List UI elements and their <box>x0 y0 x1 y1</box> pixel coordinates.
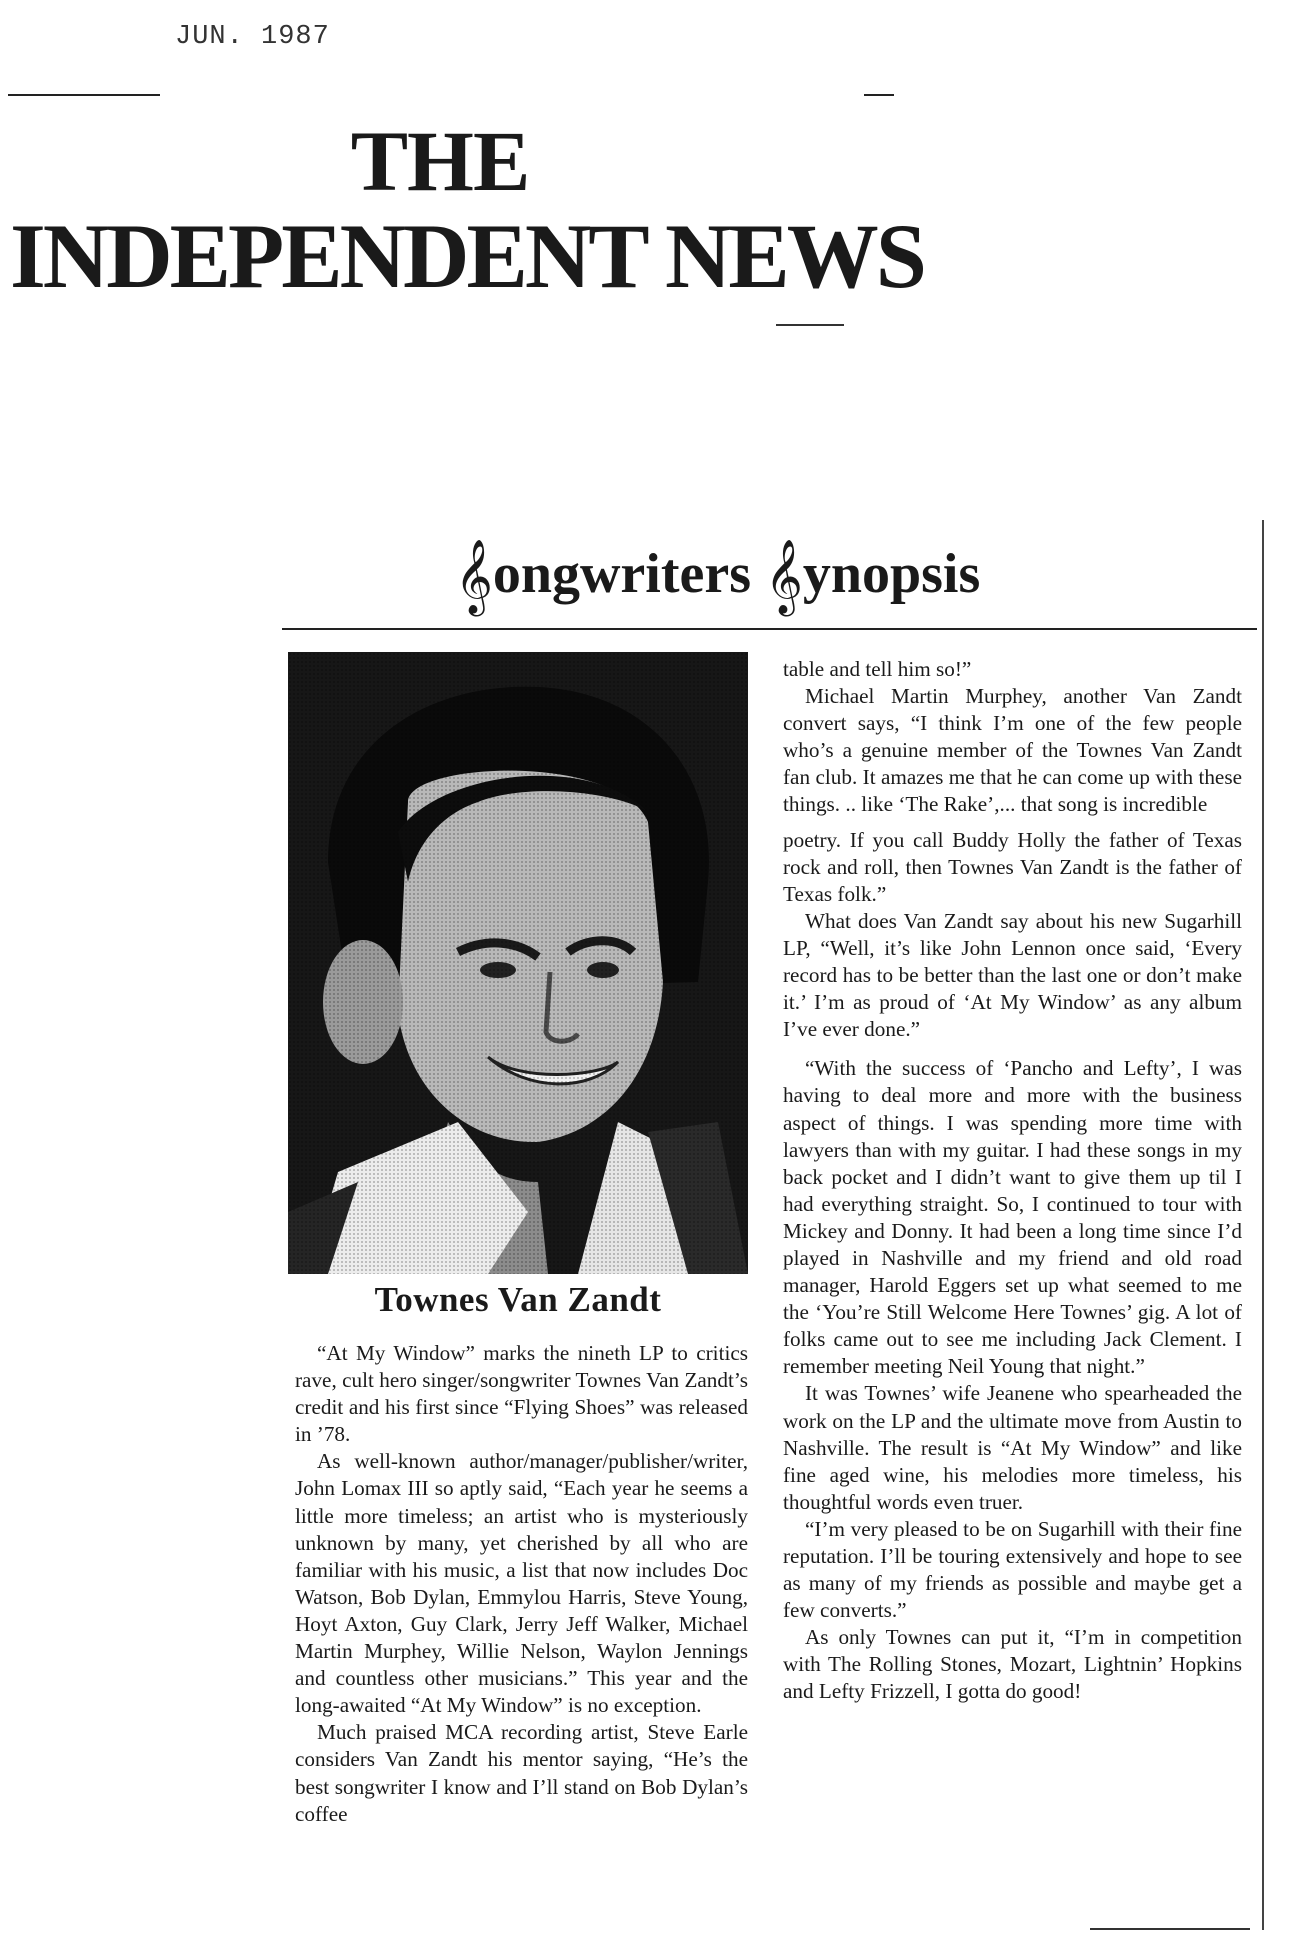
masthead-dash <box>776 324 844 326</box>
masthead <box>10 113 924 307</box>
photo-caption: Townes Van Zandt <box>374 1280 662 1319</box>
section-heading <box>455 540 980 614</box>
publication-date: JUN. 1987 <box>175 22 330 52</box>
masthead-rule-left <box>8 94 160 96</box>
article-paragraph: Michael Martin Murphey, another Van Zandt convert says, “I think I’m one of the few people who’s a genuine member of the Townes Van Zandt fan club. It amazes me that he can come up with these things. .. like ‘The Rake’,... that song is incredible <box>783 684 1242 817</box>
article-paragraph: As well-known author/manager/publisher/writer, John Lomax III so aptly said, “Each year he seems a little more timeless; an artist who is mysteriously unknown by many, yet cherished by all who are familiar with his music, a list that now includes Doc Watson, Bob Dylan, Emmylou Harris, Steve Young, Hoyt Axton, Guy Clark, Jerry Jeff Walker, Michael Martin Murphey, Willie Nelson, Waylon Jennings and countless other musicians.” This year and the long-awaited “At My Window” is no exception. <box>295 1449 748 1718</box>
treble-clef-icon: 𝄞 <box>455 541 493 612</box>
article-paragraph: It was Townes’ wife Jeanene who spearheaded the work on the LP and the ultimate move from Austin to Nashville. The result is “At My Window” and like fine aged wine, his melodies more timeless, his thoughtful words even truer. <box>783 1381 1242 1514</box>
article-paragraph: What does Van Zandt say about his new Sugarhill LP, “Well, it’s like John Lennon once said, ‘Every record has to be better than the last one or don’t make it.’ I’m as proud of ‘At My Window’ as any album I’ve ever done.” <box>783 908 1242 1042</box>
section-heading-word-2: ynopsis <box>802 543 981 605</box>
article-paragraph-continued: table and tell him so!” <box>783 657 972 681</box>
masthead-line-1: THE <box>350 113 530 209</box>
article-paragraph: As only Townes can put it, “I’m in competition with The Rolling Stones, Mozart, Lightnin’ Hopkins and Lefty Frizzell, I gotta do good! <box>783 1625 1242 1704</box>
paragraph-gap <box>783 1043 1242 1055</box>
article-paragraph: Much praised MCA recording artist, Steve Earle considers Van Zandt his mentor saying, “He’s the best songwriter I know and I’ll stand on Bob Dylan’s coffee <box>295 1720 748 1826</box>
article-paragraph-continued: poetry. If you call Buddy Holly the father of Texas rock and roll, then Townes Van Zandt is the father of Texas folk.” <box>783 827 1242 906</box>
article-column-2 <box>783 656 1242 1706</box>
article-column-1 <box>295 1340 748 1828</box>
masthead-line-2: INDEPENDENT NEWS <box>10 205 924 307</box>
portrait-photo <box>288 652 748 1274</box>
right-margin-rule <box>1262 520 1264 1930</box>
article-paragraph: “I’m very pleased to be on Sugarhill with their fine reputation. I’ll be touring extensively and hope to see as many of my friends as possible and maybe get a few converts.” <box>783 1516 1242 1623</box>
section-rule <box>282 628 1257 630</box>
treble-clef-icon: 𝄞 <box>764 541 803 612</box>
end-rule <box>1090 1928 1250 1930</box>
article-paragraph: “At My Window” marks the nineth LP to critics rave, cult hero singer/songwriter Townes Van Zandt’s credit and his first since “Flying Shoes” was released in ’78. <box>295 1341 748 1447</box>
section-heading-word-1: ongwriters <box>492 543 751 605</box>
article-paragraph: “With the success of ‘Pancho and Lefty’, I was having to deal more and more with the business aspect of things. I was spending more time with lawyers than with my guitar. I had these songs in my back pocket and I didn’t want to give them up til I had everything straight. So, I continued to tour with Mickey and Donny. It had been a long time since I’d played in Nashville and my friend and old road manager, Harold Eggers set up what seemed to me the ‘You’re Still Welcome Here Townes’ gig. A lot of folks came out to see me including Jack Clement. I remember meeting Neil Young that night.” <box>783 1056 1242 1379</box>
masthead-rule-right <box>864 94 894 96</box>
